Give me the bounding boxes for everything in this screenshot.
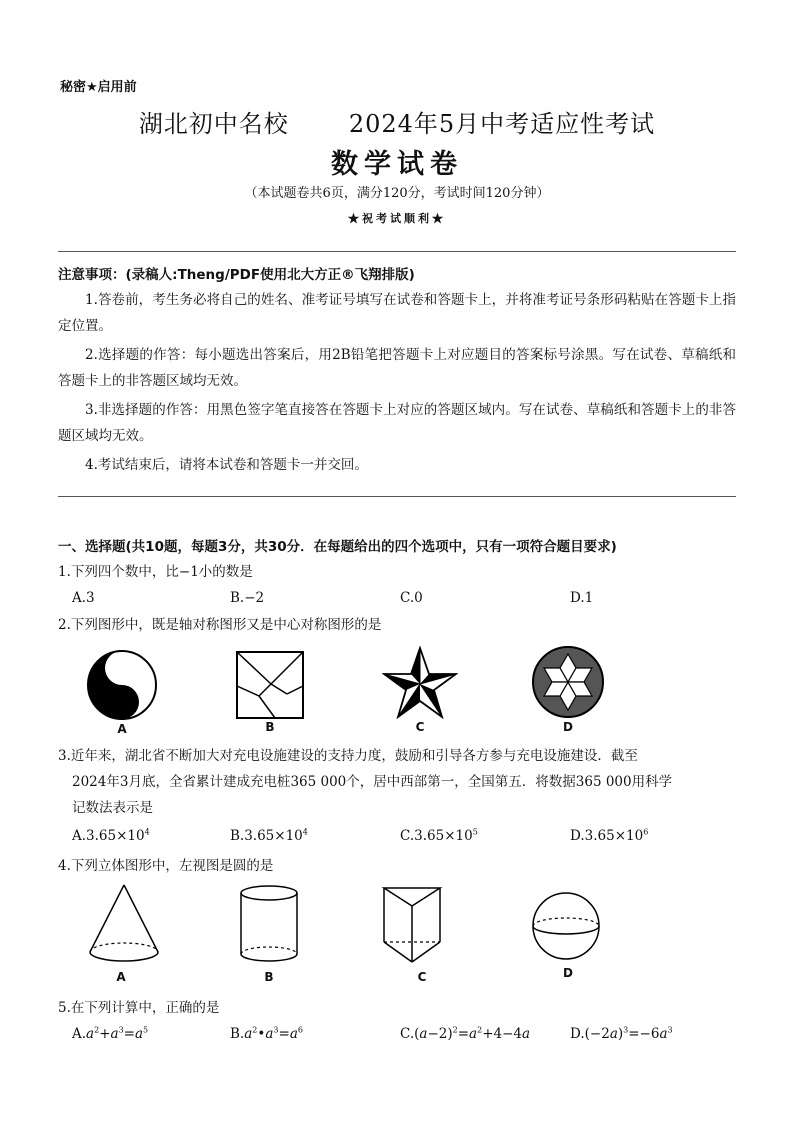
option-a: A.3 (72, 590, 95, 606)
notice-item: 1.答卷前，考生务必将自己的姓名、准考证号填写在试卷和答题卡上，并将准考证号条形码粘贴在答题卡上指定位置。 (58, 292, 736, 334)
subject-title: 数学试卷 (331, 149, 463, 180)
question-3-options (72, 828, 752, 848)
option-c: C.0 (400, 590, 423, 606)
sphere-icon (530, 890, 602, 962)
school-name: 湖北初中名校 (138, 110, 289, 138)
figure-label-b: B (264, 970, 274, 984)
exam-title (0, 104, 794, 139)
notice-list (58, 287, 736, 478)
question-1-options (72, 590, 752, 610)
yin-yang-icon (85, 648, 159, 722)
question-5-options (72, 1026, 752, 1046)
section-heading: 一、选择题(共10题，每题3分，共30分．在每题给出的四个选项中，只有一项符合题目要求) (58, 539, 617, 555)
stem-line: 2024年3月底，全省累计建成充电桩365 000个，居中西部第一，全国第五．将数据365 000用科学 (72, 774, 673, 790)
option-d: $D.(-2a)^3=-6a^3$ (570, 1025, 673, 1042)
option-b: $B.a^2•a^3=a^6$ (230, 1025, 303, 1042)
question-3-stem (58, 743, 738, 821)
hexagram-circle-icon (530, 644, 606, 720)
notice-title: 注意事项：(录稿人:Theng/PDF使用北大方正®飞翔排版) (58, 267, 415, 283)
good-luck-line: ★祝考试顺利★ (348, 212, 446, 225)
confidential-mark: 秘密★启用前 (60, 80, 137, 95)
option-a: $A.a^2+a^3=a^5$ (72, 1025, 149, 1042)
stem-line: 3.近年来，湖北省不断加大对充电设施建设的支持力度，鼓励和引导各方参与充电设施建设．截至 (58, 748, 638, 764)
question-5-stem: 5.在下列计算中，正确的是 (58, 1000, 220, 1016)
exam-name: 2024年5月中考适应性考试 (348, 110, 656, 138)
question-1-stem: 1.下列四个数中，比−1小的数是 (58, 564, 253, 580)
option-b: $B.3.65\times 10^4$ (230, 827, 308, 844)
cone-icon (86, 882, 162, 968)
option-d: D.1 (570, 590, 594, 606)
cylinder-icon (236, 884, 302, 966)
triangular-prism-icon (380, 884, 444, 968)
notice-item: 3.非选择题的作答：用黑色签字笔直接答在答题卡上对应的答题区域内。写在试卷、草稿纸和答题卡上的非答题区域均无效。 (58, 402, 736, 444)
notice-item: 2.选择题的作答：每小题选出答案后，用2B铅笔把答题卡上对应题目的答案标号涂黑。写在试卷、草稿纸和答题卡上的非答题区域均无效。 (58, 347, 736, 389)
figure-label-c: C (417, 970, 427, 984)
figure-label-d: D (563, 966, 573, 980)
stem-line: 记数法表示是 (72, 800, 153, 816)
figure-label-d: D (563, 720, 573, 734)
figure-label-a: A (116, 970, 126, 984)
figure-label-c: C (415, 720, 425, 734)
notice-item: 4.考试结束后，请将本试卷和答题卡一并交回。 (85, 457, 368, 473)
five-point-star-icon (382, 646, 458, 720)
divider-top (58, 251, 736, 252)
option-c: $C.3.65\times 10^5$ (400, 827, 478, 844)
figure-label-b: B (265, 720, 275, 734)
option-b: B.−2 (230, 590, 265, 606)
pinwheel-square-icon (235, 650, 305, 720)
option-c: $C.(a-2)^2=a^2+4-4a$ (400, 1025, 531, 1042)
exam-info: （本试题卷共6页，满分120分，考试时间120分钟） (244, 186, 550, 201)
question-2-stem: 2.下列图形中，既是轴对称图形又是中心对称图形的是 (58, 617, 382, 633)
question-4-stem: 4.下列立体图形中，左视图是圆的是 (58, 858, 274, 874)
figure-label-a: A (117, 722, 127, 736)
option-d: $D.3.65\times 10^6$ (570, 827, 649, 844)
divider-bottom (58, 496, 736, 497)
option-a: $A.3.65\times 10^4$ (72, 827, 150, 844)
